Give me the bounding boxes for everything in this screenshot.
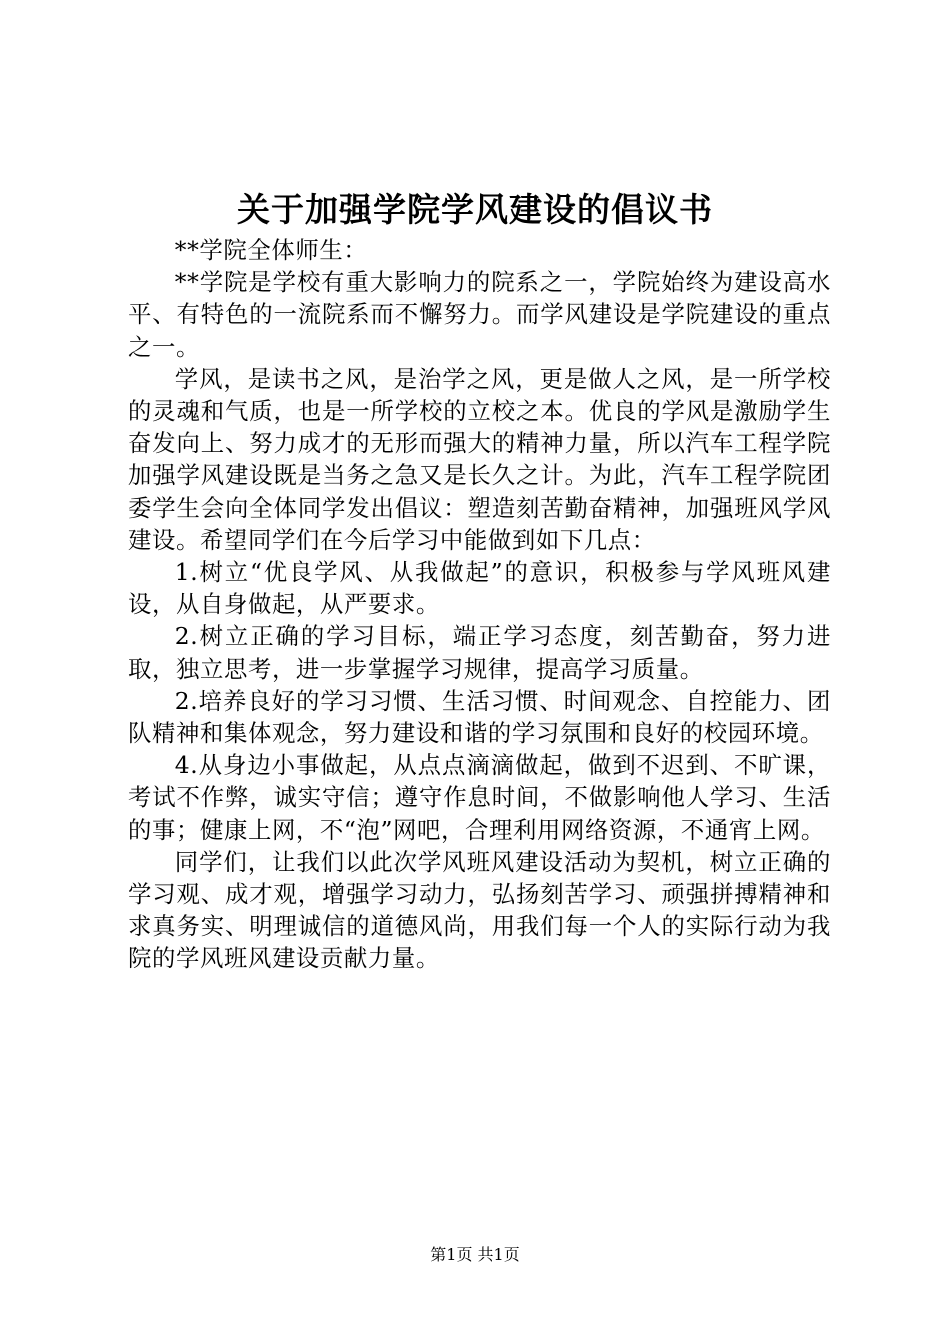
list-item-4: 4.从身边小事做起，从点点滴滴做起，做到不迟到、不旷课，考试不作弊，诚实守信；遵守作息时间，不做影响他人学习、生活的事；健康上网，不“泡”网吧，合理利用网络资源，不通宵上网。 xyxy=(128,751,831,844)
list-item-1: 1.树立“优良学风、从我做起”的意识，积极参与学风班风建设，从自身做起，从严要求。 xyxy=(128,558,831,619)
salutation: **学院全体师生： xyxy=(174,236,368,264)
list-item-3: 2.培养良好的学习习惯、生活习惯、时间观念、自控能力、团队精神和集体观念，努力建设和谐的学习氛围和良好的校园环境。 xyxy=(128,686,831,748)
document-title: 关于加强学院学风建设的倡议书 xyxy=(237,190,713,229)
page-footer: 第1页 共1页 xyxy=(430,1245,520,1264)
paragraph-closing: 同学们，让我们以此次学风班风建设活动为契机，树立正确的学习观、成才观，增强学习动力，弘扬刻苦学习、顽强拼搏精神和求真务实、明理诚信的道德风尚，用我们每一个人的实际行动为我院的学风班风建设贡献力量。 xyxy=(128,847,831,973)
document-body xyxy=(128,234,831,975)
paragraph-study-style: 学风，是读书之风，是治学之风，更是做人之风，是一所学校的灵魂和气质，也是一所学校的立校之本。优良的学风是激励学生奋发向上、努力成才的无形而强大的精神力量，所以汽车工程学院加强学风建设既是当务之急又是长久之计。为此，汽车工程学院团委学生会向全体同学发出倡议：塑造刻苦勤奋精神，加强班风学风建设。希望同学们在今后学习中能做到如下几点： xyxy=(128,364,831,554)
paragraph-intro: **学院是学校有重大影响力的院系之一，学院始终为建设高水平、有特色的一流院系而不懈努力。而学风建设是学院建设的重点之一。 xyxy=(128,268,831,361)
list-item-2: 2.树立正确的学习目标，端正学习态度，刻苦勤奋，努力进取，独立思考，进一步掌握学习规律，提高学习质量。 xyxy=(128,622,831,683)
